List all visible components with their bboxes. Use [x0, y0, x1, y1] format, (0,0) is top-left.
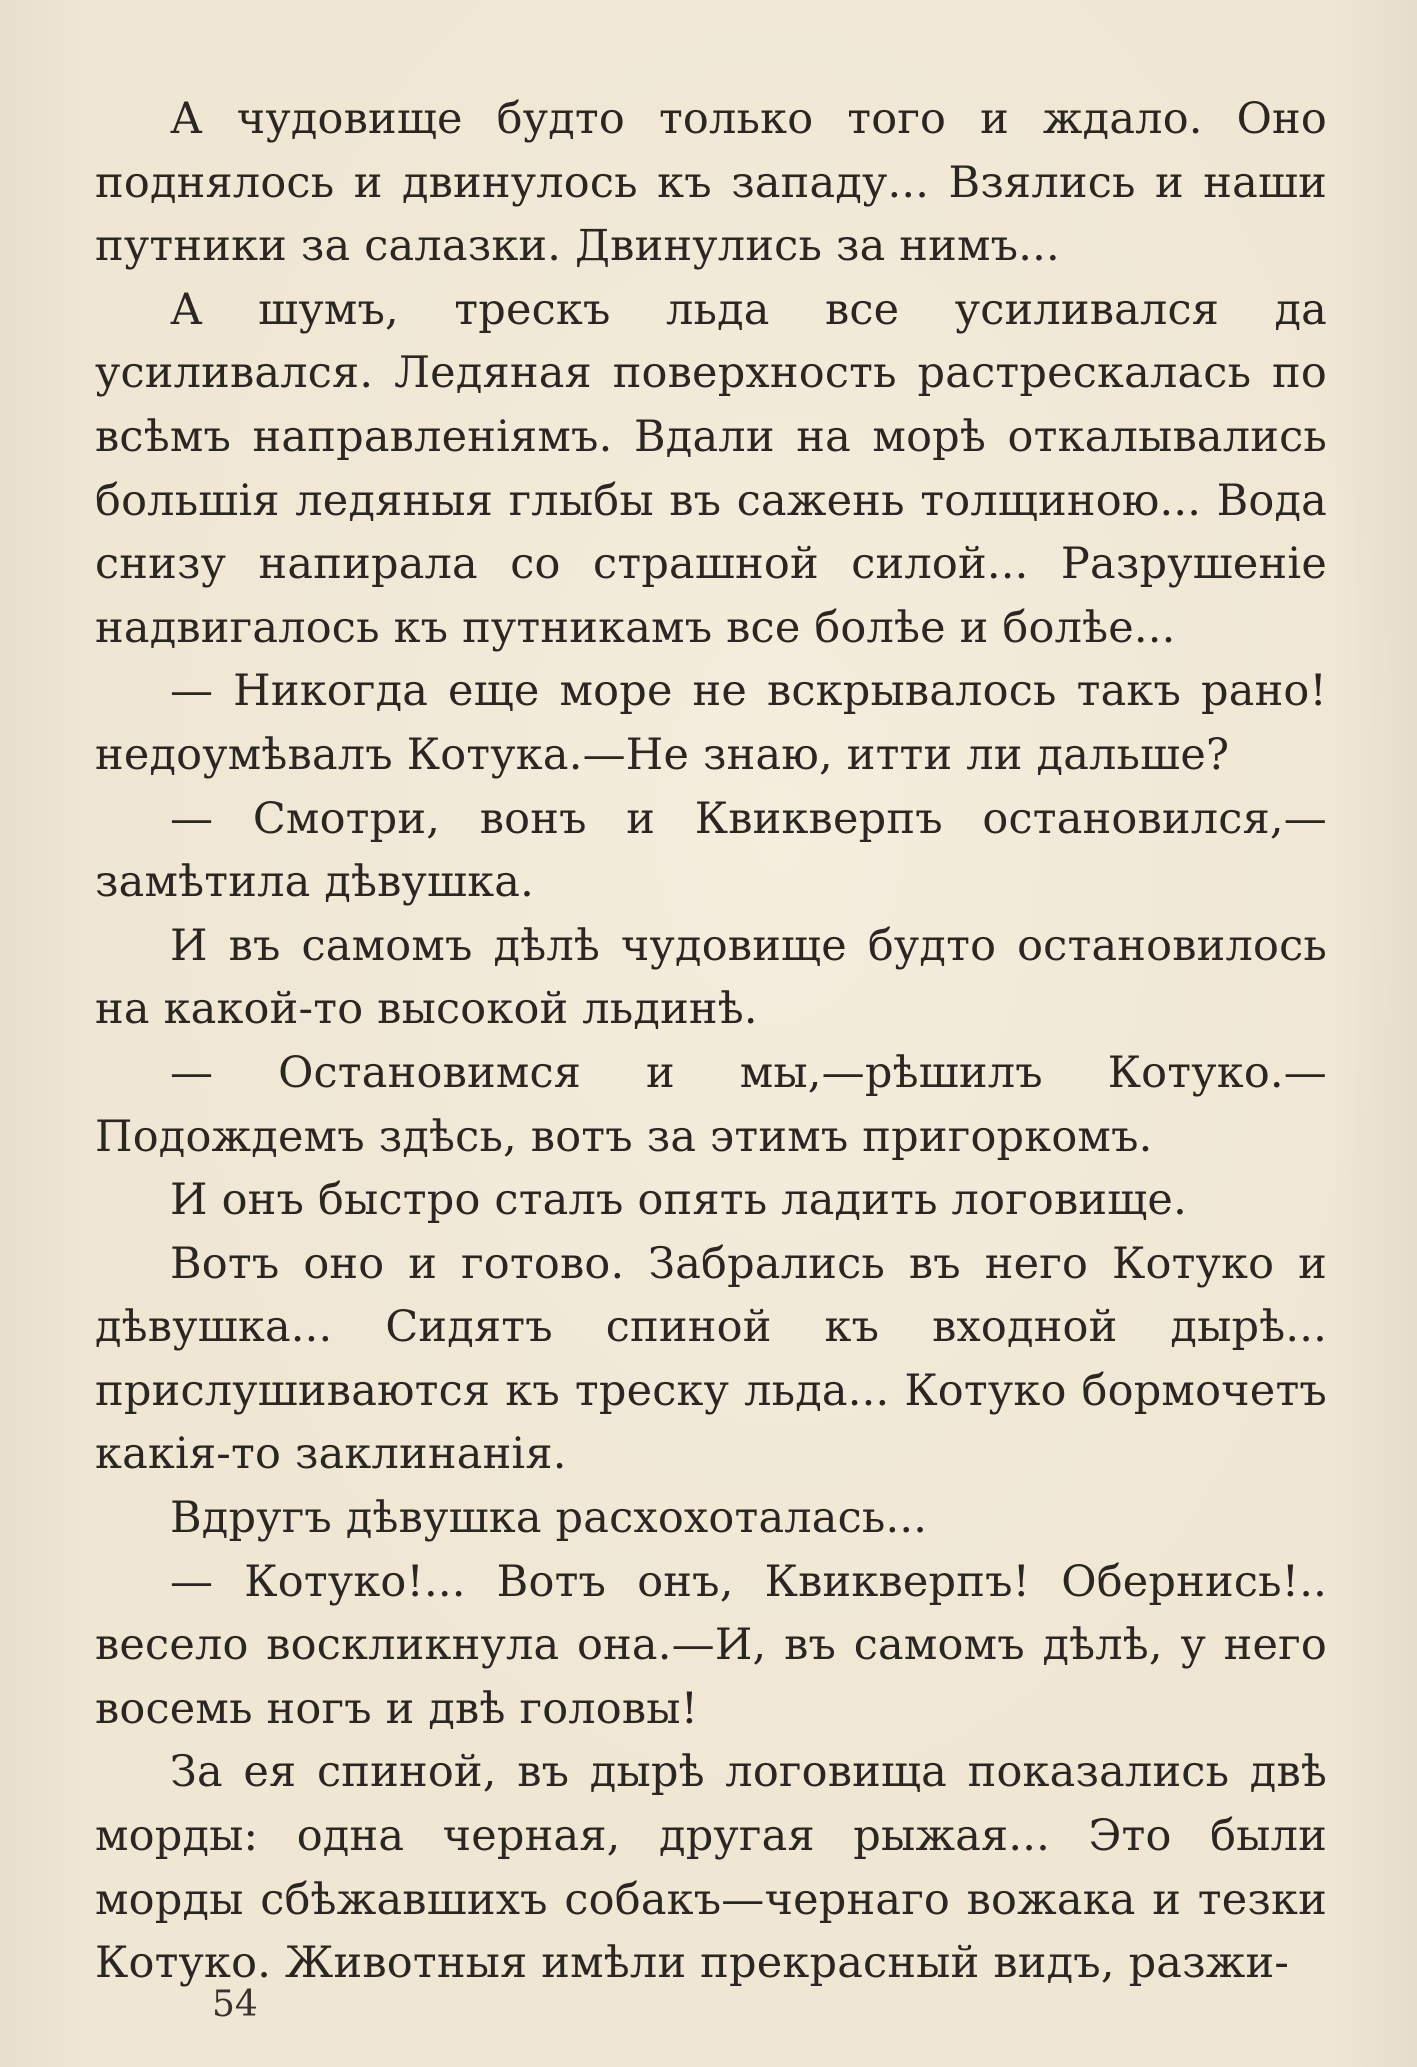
- page-number: 54: [212, 1984, 258, 2025]
- paragraph: Вотъ оно и готово. Забрались въ него Котуко и дѣвушка... Сидятъ спиной къ входной дырѣ... прислушиваются къ треску льда... Котуко бормочетъ какія-то заклинанія.: [95, 1238, 1327, 1480]
- paragraph: А чудовище будто только того и ждало. Оно поднялось и двинулось къ западу... Взялись и наши путники за салазки. Двинулись за нимъ...: [95, 94, 1327, 272]
- paragraph: И въ самомъ дѣлѣ чудовище будто остановилось на какой-то высокой льдинѣ.: [95, 920, 1327, 1035]
- paragraph: А шумъ, трескъ льда все усиливался да усиливался. Ледяная поверхность растрескалась по всѣмъ направленіямъ. Вдали на морѣ откалывались большія ледяныя глыбы въ сажень толщиною... Вода снизу напирала со страшной силой... Разрушеніе надвигалось къ путникамъ все болѣе и болѣе...: [95, 284, 1327, 653]
- paragraph: — Котуко!... Вотъ онъ, Квикверпъ! Обернись!.. весело воскликнула она.—И, въ самомъ дѣлѣ, у него восемь ногъ и двѣ головы!: [95, 1556, 1327, 1734]
- paragraph: — Смотри, вонъ и Квикверпъ остановился,— замѣтила дѣвушка.: [95, 793, 1327, 908]
- paragraph: Вдругъ дѣвушка расхохоталась...: [170, 1493, 928, 1544]
- body-text: [95, 88, 1327, 1996]
- paragraph: — Никогда еще море не вскрывалось такъ рано! недоумѣвалъ Котука.—Не знаю, итти ли дальше?: [95, 666, 1327, 780]
- paragraph: — Остановимся и мы,—рѣшилъ Котуко.—Подождемъ здѣсь, вотъ за этимъ пригоркомъ.: [95, 1047, 1327, 1162]
- paragraph: За ея спиной, въ дырѣ логовища показались двѣ морды: одна черная, другая рыжая... Это были морды сбѣжавшихъ собакъ—чернаго вожака и тезки Котуко. Животныя имѣли прекрасный видъ, разжи-: [95, 1747, 1327, 1989]
- paragraph: И онъ быстро сталъ опять ладить логовище.: [170, 1175, 1187, 1226]
